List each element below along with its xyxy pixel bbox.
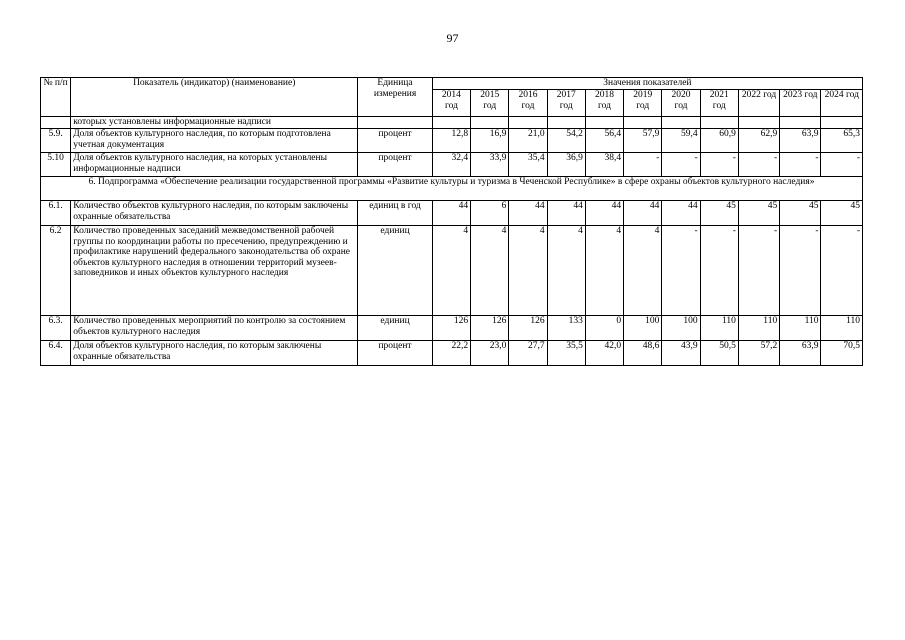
row-value: 4: [471, 226, 509, 316]
row-value: 0: [585, 316, 623, 341]
row-value: 16,9: [471, 129, 509, 153]
page-number: 97: [446, 31, 459, 45]
row-value: 70,5: [821, 341, 863, 366]
row-value: 65,3: [821, 129, 863, 153]
row-value: 4: [432, 226, 470, 316]
row-value: 23,0: [471, 341, 509, 366]
header-year: 2024 год: [821, 90, 863, 117]
table-row: [41, 201, 863, 226]
row-value: 32,4: [432, 153, 470, 177]
row-value: 126: [471, 316, 509, 341]
row-value: 110: [700, 316, 738, 341]
row-value: 36,9: [547, 153, 585, 177]
header-year: 2023 год: [780, 90, 821, 117]
row-value: -: [738, 153, 779, 177]
row-value: 35,5: [547, 341, 585, 366]
header-year: 2021 год: [700, 90, 738, 117]
row-value: 56,4: [585, 129, 623, 153]
header-unit: Единица измерения: [358, 78, 433, 117]
row-value: -: [821, 226, 863, 316]
row-value: 45: [780, 201, 821, 226]
row-value: 6: [471, 201, 509, 226]
row-indicator: Доля объектов культурного наследия, на которых установлены информационные надписи: [71, 153, 358, 177]
row-value: 110: [821, 316, 863, 341]
row-value: 110: [780, 316, 821, 341]
section-row: [41, 177, 863, 201]
table-row: [41, 129, 863, 153]
row-value: 45: [738, 201, 779, 226]
row-value: 21,0: [509, 129, 547, 153]
row-value: -: [821, 153, 863, 177]
row-value: 44: [547, 201, 585, 226]
row-value: -: [662, 153, 700, 177]
row-value: 43,9: [662, 341, 700, 366]
row-value: 63,9: [780, 341, 821, 366]
row-value: 133: [547, 316, 585, 341]
row-value: 110: [738, 316, 779, 341]
row-value: 4: [624, 226, 662, 316]
row-value: 126: [432, 316, 470, 341]
header-num: № п/п: [41, 78, 71, 117]
row-value: 57,2: [738, 341, 779, 366]
row-value: 44: [585, 201, 623, 226]
row-indicator: Количество проведенных мероприятий по контролю за состоянием объектов культурного наследия: [71, 316, 358, 341]
row-indicator: Доля объектов культурного наследия, по которым заключены охранные обязательства: [71, 341, 358, 366]
header-year: 2015 год: [471, 90, 509, 117]
row-value: 42,0: [585, 341, 623, 366]
header-year: 2019 год: [624, 90, 662, 117]
row-value: 44: [624, 201, 662, 226]
table-row: [41, 341, 863, 366]
row-value: 4: [547, 226, 585, 316]
row-value: 27,7: [509, 341, 547, 366]
row-number: 5.10: [41, 153, 71, 177]
header-indicator: Показатель (индикатор) (наименование): [71, 78, 358, 117]
indicators-table: [40, 77, 863, 366]
row-value: 44: [432, 201, 470, 226]
row-value: 35,4: [509, 153, 547, 177]
row-value: 126: [509, 316, 547, 341]
row-unit: единиц: [358, 226, 433, 316]
table-row: [41, 153, 863, 177]
table-row-continuation: [41, 117, 863, 129]
table-row: [41, 226, 863, 316]
row-number: 6.4.: [41, 341, 71, 366]
row-value: 4: [585, 226, 623, 316]
header-year: 2022 год: [738, 90, 779, 117]
row-value: 45: [700, 201, 738, 226]
row-number: 6.1.: [41, 201, 71, 226]
row-unit: процент: [358, 129, 433, 153]
row-number: 6.3.: [41, 316, 71, 341]
row-value: -: [700, 226, 738, 316]
row-unit: процент: [358, 341, 433, 366]
header-year: 2018 год: [585, 90, 623, 117]
row-value: 33,9: [471, 153, 509, 177]
row-value: 57,9: [624, 129, 662, 153]
row-value: 22,2: [432, 341, 470, 366]
row-unit: процент: [358, 153, 433, 177]
section-title: 6. Подпрограмма «Обеспечение реализации государственной программы «Развитие культуры и туризма в Чеченской Республике» в сфере охраны объектов культурного наследия»: [41, 177, 863, 201]
header-year: 2016 год: [509, 90, 547, 117]
row-number: 6.2: [41, 226, 71, 316]
row-value: -: [780, 153, 821, 177]
row-indicator: Доля объектов культурного наследия, по которым подготовлена учетная документация: [71, 129, 358, 153]
row-indicator: Количество объектов культурного наследия, по которым заключены охранные обязательства: [71, 201, 358, 226]
table-row: [41, 316, 863, 341]
header-year: 2014 год: [432, 90, 470, 117]
row-value: 44: [509, 201, 547, 226]
row-value: 50,5: [700, 341, 738, 366]
header-values: Значения показателей: [432, 78, 862, 90]
row-value: 54,2: [547, 129, 585, 153]
row-indicator: Количество проведенных заседаний межведомственной рабочей группы по координации работы по пресечению, предупреждению и профилактике нарушений федерального законодательства об охране объектов культурного наследия в отношении территорий музеев-заповедников и иных объектов культурного наследия: [71, 226, 358, 316]
row-value: -: [662, 226, 700, 316]
row-value: 100: [624, 316, 662, 341]
row-value: 12,8: [432, 129, 470, 153]
row-value: 62,9: [738, 129, 779, 153]
row-value: 38,4: [585, 153, 623, 177]
header-year: 2017 год: [547, 90, 585, 117]
row-value: -: [738, 226, 779, 316]
row-value: 100: [662, 316, 700, 341]
continuation-text: которых установлены информационные надписи: [71, 117, 358, 129]
row-value: 63,9: [780, 129, 821, 153]
row-value: 59,4: [662, 129, 700, 153]
row-number: 5.9.: [41, 129, 71, 153]
row-value: 44: [662, 201, 700, 226]
row-value: -: [624, 153, 662, 177]
header-year: 2020 год: [662, 90, 700, 117]
row-unit: единиц: [358, 316, 433, 341]
row-value: 45: [821, 201, 863, 226]
row-value: -: [700, 153, 738, 177]
row-value: 60,9: [700, 129, 738, 153]
row-value: 4: [509, 226, 547, 316]
row-unit: единиц в год: [358, 201, 433, 226]
row-value: -: [780, 226, 821, 316]
row-value: 48,6: [624, 341, 662, 366]
